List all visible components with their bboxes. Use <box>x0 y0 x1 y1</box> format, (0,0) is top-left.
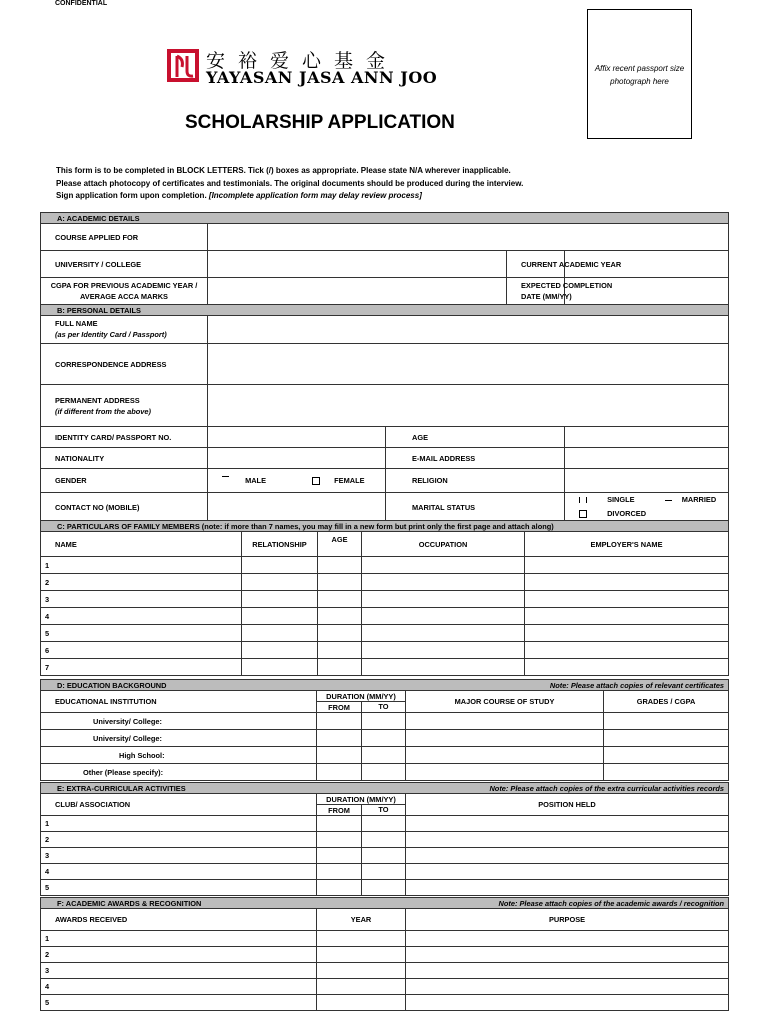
section-d-title <box>41 680 729 691</box>
name-header: NAME <box>41 532 242 557</box>
education-table <box>40 679 729 781</box>
awards-header: AWARDS RECEIVED <box>41 909 317 931</box>
course-field[interactable] <box>208 224 729 251</box>
married-checkbox[interactable] <box>665 500 672 501</box>
table-row <box>41 730 729 747</box>
married-label: MARRIED <box>681 495 717 504</box>
full-name-label <box>41 316 208 344</box>
table-row <box>41 864 729 880</box>
table-row <box>41 591 729 608</box>
instruction-3 <box>56 191 422 200</box>
table-row <box>41 659 729 676</box>
photo-instruction <box>588 62 691 88</box>
full-name-field[interactable] <box>208 316 729 344</box>
section-d-note: Note: Please attach copies of relevant certificates <box>549 680 725 690</box>
row-number: 6 <box>41 642 242 659</box>
gender-label: GENDER <box>41 469 208 493</box>
table-row <box>41 574 729 591</box>
age-label: AGE <box>386 427 565 448</box>
org-chinese-name: 安裕爱心基金 <box>206 50 399 72</box>
confidential-label: CONFIDENTIAL <box>55 0 108 7</box>
perm-note: (if different from the above) <box>55 406 151 416</box>
awards-table <box>40 897 729 1011</box>
table-row <box>41 764 729 781</box>
cgpa-label <box>41 278 208 305</box>
personal-details-table <box>40 212 729 522</box>
single-label: SINGLE <box>607 495 635 504</box>
row-number: 1 <box>41 557 242 574</box>
education-row-label: Other (Please specify): <box>41 764 317 781</box>
family-members-table <box>40 520 729 676</box>
nationality-label: NATIONALITY <box>41 448 208 469</box>
foundation-logo-icon <box>166 47 200 83</box>
to-header: TO <box>362 702 406 713</box>
from-header: FROM <box>317 805 362 816</box>
relationship-header: RELATIONSHIP <box>242 532 318 557</box>
correspondence-address-label: CORRESPONDENCE ADDRESS <box>41 344 208 385</box>
contact-label: CONTACT NO (MOBILE) <box>41 493 208 522</box>
table-row <box>41 816 729 832</box>
passport-photo-box <box>587 9 692 139</box>
section-e-title <box>41 783 729 794</box>
table-row <box>41 625 729 642</box>
instruction-2: Please attach photocopy of certificates and testimonials. The original documents should be produced during the interview. <box>56 179 524 188</box>
table-row <box>41 931 729 947</box>
divorced-checkbox[interactable] <box>579 510 587 518</box>
row-number: 4 <box>41 979 317 995</box>
instruction-1: This form is to be completed in BLOCK LETTERS. Tick (/) boxes as appropriate. Please state N/A wherever inapplicable. <box>56 166 511 175</box>
major-header: MAJOR COURSE OF STUDY <box>406 691 604 713</box>
expected-completion-label <box>507 278 613 305</box>
row-number: 2 <box>41 947 317 963</box>
table-row <box>41 713 729 730</box>
ic-label: IDENTITY CARD/ PASSPORT NO. <box>41 427 208 448</box>
email-label: E-MAIL ADDRESS <box>386 448 565 469</box>
extracurricular-table <box>40 782 729 896</box>
cgpa-field[interactable] <box>208 278 507 305</box>
table-row <box>41 832 729 848</box>
row-number: 4 <box>41 864 317 880</box>
divorced-label: DIVORCED <box>607 509 647 518</box>
purpose-header: PURPOSE <box>406 909 729 931</box>
marital-options <box>565 493 729 522</box>
institution-header: EDUCATIONAL INSTITUTION <box>41 691 317 713</box>
duration-header: DURATION (MM/YY) <box>317 794 406 805</box>
permanent-address-label <box>41 385 208 427</box>
permanent-address-field[interactable] <box>208 385 729 427</box>
occupation-header: OCCUPATION <box>362 532 525 557</box>
to-header: TO <box>362 805 406 816</box>
table-row <box>41 557 729 574</box>
marital-label: MARITAL STATUS <box>386 493 565 522</box>
correspondence-address-field[interactable] <box>208 344 729 385</box>
ic-field[interactable] <box>208 427 386 448</box>
section-a-title: A: ACADEMIC DETAILS <box>41 213 729 224</box>
current-year-label: CURRENT ACADEMIC YEAR <box>507 251 565 278</box>
photo-note-2: photograph here <box>610 77 669 86</box>
row-number: 5 <box>41 995 317 1011</box>
perm-text: PERMANENT ADDRESS <box>55 395 140 405</box>
employer-header: EMPLOYER'S NAME <box>525 532 729 557</box>
row-number: 1 <box>41 931 317 947</box>
row-number: 3 <box>41 848 317 864</box>
age-field[interactable] <box>565 427 729 448</box>
section-d-label: D: EDUCATION BACKGROUND <box>57 680 167 690</box>
full-name-text: FULL NAME <box>55 319 98 328</box>
single-checkbox[interactable] <box>579 497 587 503</box>
photo-note-1: Affix recent passport size <box>594 64 685 73</box>
education-row-label: University/ College: <box>41 713 317 730</box>
education-row-label: University/ College: <box>41 730 317 747</box>
gender-options <box>208 469 386 493</box>
club-header: CLUB/ ASSOCIATION <box>41 794 317 816</box>
instruction-3b: [Incomplete application form may delay review process] <box>208 191 422 200</box>
religion-field[interactable] <box>565 469 729 493</box>
row-number: 1 <box>41 816 317 832</box>
table-row <box>41 880 729 896</box>
expected-1: EXPECTED COMPLETION <box>521 281 613 290</box>
section-b-title: B: PERSONAL DETAILS <box>41 305 729 316</box>
table-row <box>41 963 729 979</box>
section-e-note: Note: Please attach copies of the extra curricular activities records <box>489 783 725 793</box>
section-f-title <box>41 898 729 909</box>
section-e-label: E: EXTRA-CURRICULAR ACTIVITIES <box>57 783 186 793</box>
row-number: 4 <box>41 608 242 625</box>
section-c-title: C: PARTICULARS OF FAMILY MEMBERS (note: if more than 7 names, you may fill in a new form but print only the first page and attach along) <box>41 521 729 532</box>
male-checkbox[interactable] <box>222 476 229 477</box>
male-label: MALE <box>245 475 267 485</box>
instruction-3a: Sign application form upon completion. <box>56 191 207 200</box>
female-checkbox[interactable] <box>312 477 320 485</box>
table-row <box>41 995 729 1011</box>
table-row <box>41 747 729 764</box>
cgpa-label-2: AVERAGE ACCA MARKS <box>79 292 168 301</box>
row-number: 2 <box>41 574 242 591</box>
university-field[interactable] <box>208 251 507 278</box>
table-row <box>41 848 729 864</box>
course-label: COURSE APPLIED FOR <box>41 224 208 251</box>
from-header: FROM <box>317 702 362 713</box>
email-field[interactable] <box>565 448 729 469</box>
position-header: POSITION HELD <box>406 794 729 816</box>
row-number: 3 <box>41 963 317 979</box>
age-header: AGE <box>318 532 362 557</box>
table-row <box>41 947 729 963</box>
row-number: 2 <box>41 832 317 848</box>
row-number: 7 <box>41 659 242 676</box>
female-label: FEMALE <box>334 475 365 485</box>
full-name-note: (as per Identity Card / Passport) <box>55 330 167 339</box>
section-f-label: F: ACADEMIC AWARDS & RECOGNITION <box>57 898 202 908</box>
religion-label: RELIGION <box>386 469 565 493</box>
education-row-label: High School: <box>41 747 317 764</box>
page-title: SCHOLARSHIP APPLICATION <box>185 112 455 133</box>
cgpa-label-1: CGPA FOR PREVIOUS ACADEMIC YEAR / <box>50 281 198 290</box>
table-row <box>41 608 729 625</box>
contact-field[interactable] <box>208 493 386 522</box>
section-f-note: Note: Please attach copies of the academic awards / recognition <box>498 898 725 908</box>
nationality-field[interactable] <box>208 448 386 469</box>
university-label: UNIVERSITY / COLLEGE <box>41 251 208 278</box>
grades-header: GRADES / CGPA <box>604 691 729 713</box>
org-name: YAYASAN JASA ANN JOO <box>206 68 438 87</box>
duration-header: DURATION (MM/YY) <box>317 691 406 702</box>
row-number: 3 <box>41 591 242 608</box>
row-number: 5 <box>41 880 317 896</box>
row-number: 5 <box>41 625 242 642</box>
expected-2: DATE (MM/YY) <box>521 292 572 301</box>
year-header: YEAR <box>317 909 406 931</box>
table-row <box>41 642 729 659</box>
table-row <box>41 979 729 995</box>
